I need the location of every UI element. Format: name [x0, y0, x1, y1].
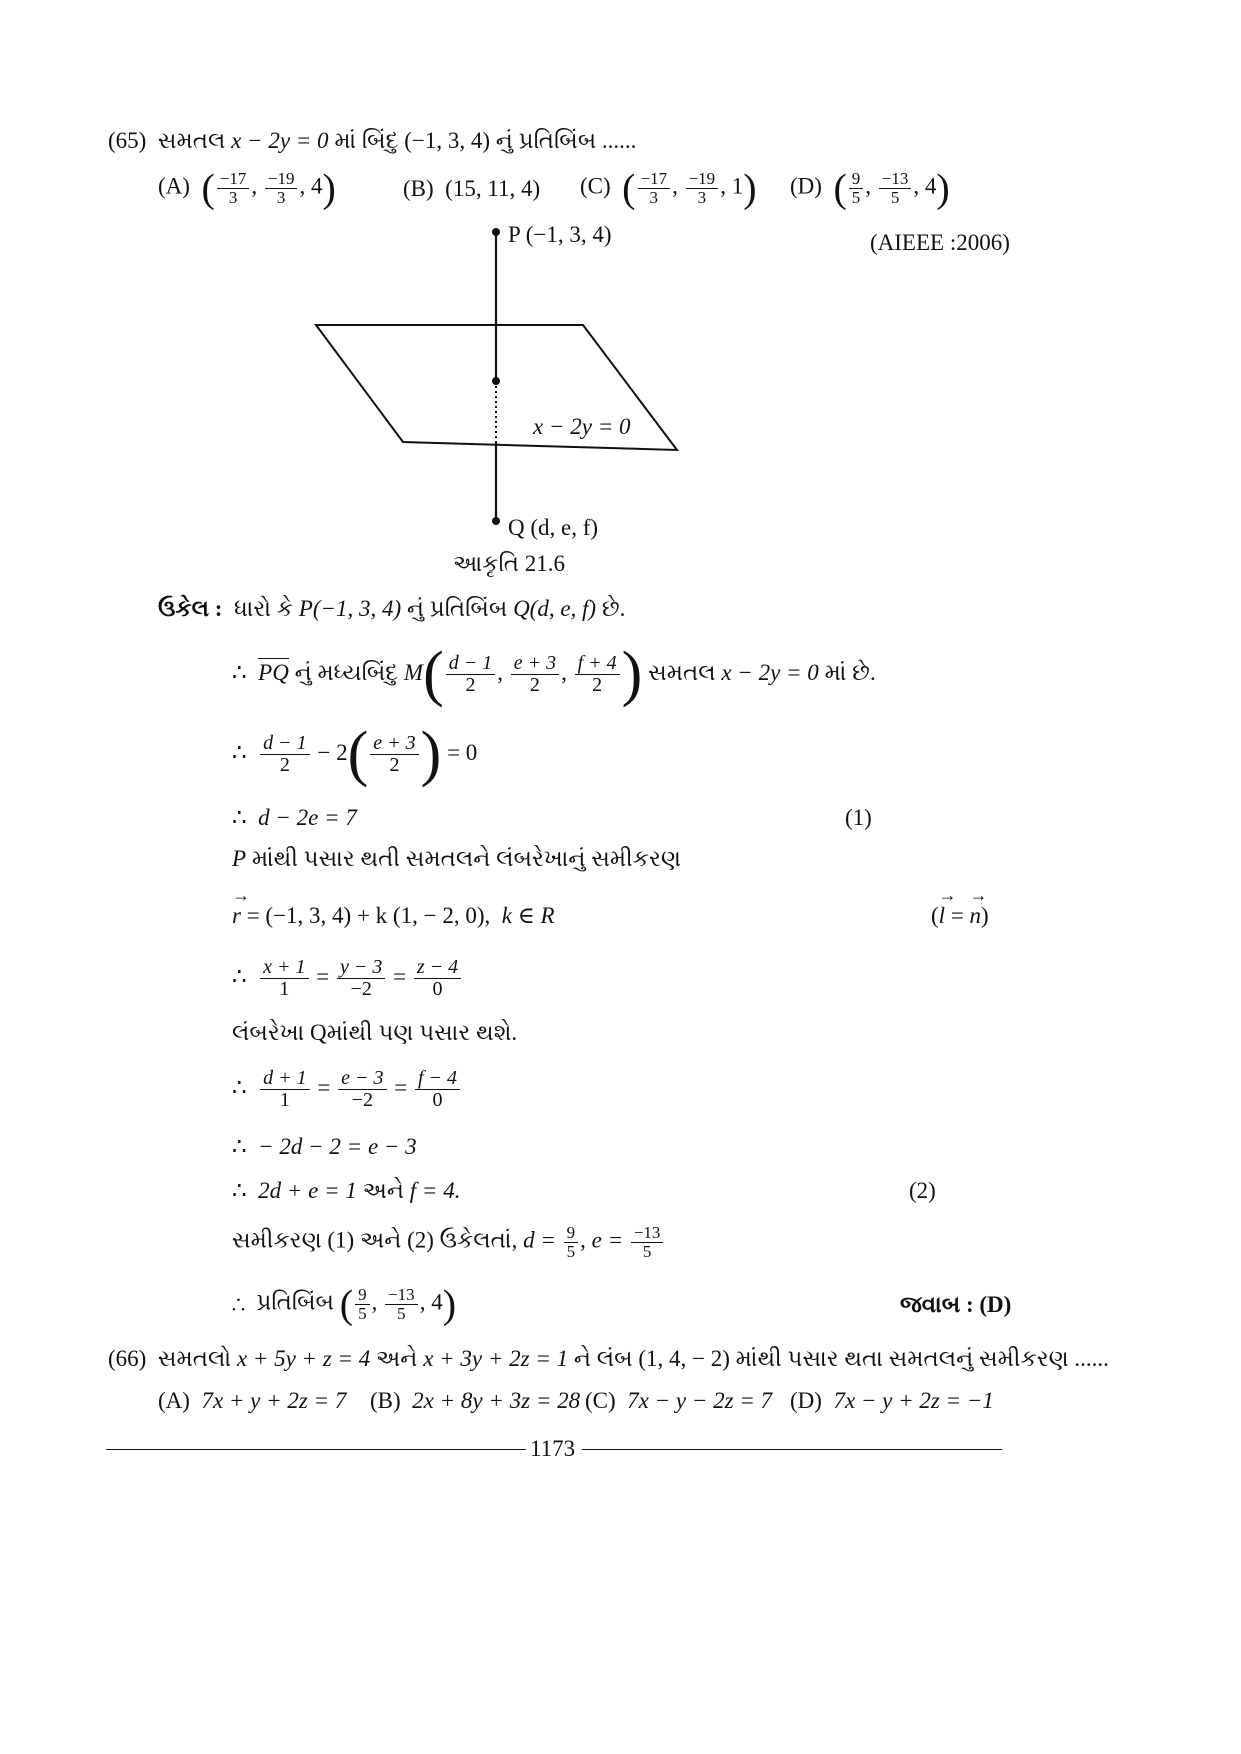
equals: =	[950, 903, 964, 928]
equation: d − 2e = 7	[258, 805, 357, 830]
midpoint-line: ∴ PQ નું મધ્યબિંદુ M( $\frac{d - 1}{2}$ , $\frac{e + 3}{2}$ , $\frac{f + 4}{2}$ ) સમતલ x − 2y = 0 માં છે.	[232, 640, 876, 708]
vector-l: → l	[939, 903, 945, 929]
question-number: (65)	[108, 128, 147, 153]
paren: (	[201, 165, 215, 211]
q66-option-a	[158, 1388, 346, 1414]
vector-tag: (→ l = → n)	[931, 903, 989, 929]
numerator: d − 1	[260, 733, 310, 755]
footer-rule-right	[582, 1449, 1002, 1450]
option-value: 7x − y − 2z = 7	[627, 1388, 773, 1413]
solution-text: માં છે.	[824, 660, 876, 686]
option-label: (D)	[790, 173, 822, 199]
final-image: ∴ પ્રતિબિંબ ( $\frac{9}{5}$ , $\frac{-13}{5}$ , 4)	[232, 1281, 457, 1327]
plane-equation: x − 2y = 0	[721, 660, 819, 686]
question-66	[108, 1346, 1109, 1372]
question-text: સમતલો	[157, 1346, 232, 1371]
denominator: 0	[432, 978, 443, 1000]
plane-label: x − 2y = 0	[533, 414, 631, 439]
option-label: (B)	[370, 1388, 401, 1413]
numerator: −17	[217, 170, 250, 189]
therefore-sign: ∴	[232, 1074, 247, 1100]
q66-option-d	[790, 1388, 994, 1414]
conjunction: અને	[362, 1178, 405, 1203]
parameter: k ∈ R	[501, 903, 555, 928]
paren: (	[339, 1281, 354, 1327]
solution-heading: ઉકેલ :	[158, 596, 223, 621]
fraction	[355, 1286, 370, 1323]
numerator: x + 1	[260, 957, 308, 979]
fraction	[370, 733, 418, 776]
denominator: 2	[279, 754, 290, 777]
point-m	[492, 377, 500, 385]
numerator: z − 4	[414, 957, 461, 979]
equation-tag-1: (1)	[845, 805, 872, 830]
equation: f = 4.	[409, 1178, 461, 1203]
denominator: 3	[228, 187, 238, 207]
denominator: 5	[642, 1241, 652, 1261]
numerator: y − 3	[337, 957, 385, 979]
symmetric-equation-2: ∴ $\frac{d + 1}{1}$ = $\frac{e - 3}{-2}$ = $\frac{f - 4}{0}$	[232, 1068, 462, 1111]
term: − 2	[317, 740, 348, 766]
fraction	[414, 957, 461, 1000]
equation-tag-2: (2)	[909, 1178, 936, 1203]
paren: )	[936, 165, 950, 211]
fraction	[260, 733, 310, 776]
vector-equation	[232, 903, 555, 929]
paren: )	[442, 1281, 457, 1327]
normal-line-text	[232, 846, 681, 872]
equation: = (−1, 3, 4) + k (1, − 2, 0),	[246, 903, 491, 928]
therefore-sign: ∴	[232, 1178, 247, 1203]
paren: (	[833, 165, 847, 211]
q66-option-b	[370, 1388, 580, 1414]
option-c: (C) ( $\frac{-17}{3}$ , $\frac{-19}{3}$ , 1)	[580, 165, 757, 211]
fraction	[631, 1224, 664, 1261]
numerator: 9	[564, 1224, 579, 1243]
fraction	[511, 653, 559, 696]
paren: (	[622, 165, 636, 211]
fraction	[385, 1286, 418, 1323]
numerator: e + 3	[370, 733, 418, 755]
option-value: 7x + y + 2z = 7	[201, 1388, 347, 1413]
denominator: 3	[649, 187, 659, 207]
denominator: 5	[397, 1303, 406, 1323]
question-text: માં બિંદુ	[334, 128, 399, 153]
numerator: 9	[849, 170, 864, 189]
denominator: −2	[351, 1089, 373, 1111]
option-value: (15, 11, 4)	[445, 176, 541, 201]
numerator: −19	[686, 170, 719, 189]
numerator: −13	[631, 1224, 664, 1243]
numerator: 9	[355, 1286, 370, 1305]
fraction	[337, 957, 385, 1000]
page-number: 1173	[530, 1436, 576, 1461]
denominator: 2	[465, 674, 476, 697]
paren: )	[322, 165, 336, 211]
option-label: (C)	[580, 173, 611, 199]
solution-text: નું મધ્યબિંદુ	[294, 660, 399, 686]
point-q	[492, 517, 500, 525]
solution-text: છે.	[601, 596, 626, 621]
plane-equation: x − 2y = 0	[231, 128, 329, 153]
question-text: સમતલ	[157, 128, 226, 153]
option-label: (D)	[790, 1388, 822, 1413]
paren: )	[743, 165, 757, 211]
equation: − 2d − 2 = e − 3	[258, 1134, 417, 1159]
denominator: 5	[566, 1241, 576, 1261]
point-p	[492, 228, 500, 236]
numerator: e + 3	[511, 653, 559, 675]
fraction	[260, 957, 308, 1000]
solution-text: ધારો કે	[233, 596, 294, 621]
denominator: −2	[350, 978, 372, 1000]
numerator: e − 3	[338, 1068, 386, 1090]
solution-text: માંથી પસાર થતી સમતલને લંબરેખાનું સમીકરણ	[251, 846, 681, 871]
point-p: P(−1, 3, 4)	[298, 596, 402, 621]
therefore-sign: ∴	[232, 740, 247, 766]
numerator: −17	[638, 170, 671, 189]
denominator: 2	[529, 674, 540, 697]
paren: )	[621, 640, 643, 708]
paren: )	[420, 720, 442, 788]
midpoint-m: M	[403, 660, 424, 686]
therefore-sign: ∴	[232, 1134, 247, 1159]
vector-r: → r	[232, 903, 241, 929]
paren: (	[347, 720, 369, 788]
equation-midpoint-substitution	[232, 720, 478, 788]
question-text: માંથી પસાર થતા સમતલનું સમીકરણ ......	[735, 1346, 1109, 1371]
point: (−1, 3, 4)	[404, 128, 491, 153]
conjunction: અને	[376, 1346, 418, 1371]
numerator: f − 4	[415, 1068, 460, 1090]
plane-equation: x + 5y + z = 4	[236, 1346, 371, 1371]
numerator: d − 1	[446, 653, 496, 675]
equation-2	[232, 1178, 460, 1204]
footer-rule-left	[106, 1449, 526, 1450]
solve-line: સમીકરણ (1) અને (2) ઉકેલતાં, d = $\frac{9}{5}$ , e = $\frac{-13}{5}$	[232, 1224, 665, 1261]
numerator: −13	[385, 1286, 418, 1305]
plane-equation: x + 3y + 2z = 1	[423, 1346, 569, 1371]
question-number: (66)	[108, 1346, 147, 1371]
variable: d =	[523, 1227, 556, 1253]
option-label: (B)	[403, 176, 434, 201]
equation-1	[232, 805, 357, 831]
numerator: f + 4	[575, 653, 620, 675]
fraction	[446, 653, 496, 696]
denominator: 1	[279, 1089, 290, 1111]
question-text: નું પ્રતિબિંબ ......	[495, 128, 637, 153]
denominator: 3	[276, 187, 286, 207]
solution-text: પ્રતિબિંબ	[256, 1289, 335, 1315]
fraction	[260, 1068, 310, 1111]
vector-n: → n	[970, 903, 982, 929]
fraction	[575, 653, 620, 696]
option-label: (C)	[585, 1388, 616, 1413]
option-label: (A)	[158, 173, 190, 199]
equation: 2d + e = 1	[258, 1178, 357, 1203]
fraction	[415, 1068, 460, 1111]
paren: (	[423, 640, 444, 708]
coordinate: 4	[431, 1289, 443, 1315]
option-value: 2x + 8y + 3z = 28	[412, 1388, 581, 1413]
equation-cross	[232, 1134, 417, 1160]
option-d: (D) ( $\frac{9}{5}$ , $\frac{-13}{5}$ , 4)	[790, 165, 950, 211]
option-a: (A) ( $\frac{-17}{3}$ , $\frac{-19}{3}$ , 4)	[158, 165, 336, 211]
fraction	[338, 1068, 386, 1111]
solution-text: સમીકરણ (1) અને (2) ઉકેલતાં,	[232, 1227, 518, 1253]
denominator: 1	[279, 978, 290, 1000]
point-p: P	[232, 846, 247, 871]
therefore-sign: ∴	[232, 963, 247, 989]
denominator: 5	[851, 187, 861, 207]
option-label: (A)	[158, 1388, 190, 1413]
point-q-label: Q (d, e, f)	[508, 515, 599, 540]
point-p-label: P (−1, 3, 4)	[508, 222, 612, 247]
therefore-sign: ∴	[232, 1289, 245, 1315]
q66-option-c	[585, 1388, 772, 1414]
point: (1, 4, − 2)	[638, 1346, 730, 1371]
question-text: ને લંબ	[573, 1346, 633, 1371]
line-through-q-text: લંબરેખા Qમાંથી પણ પસાર થશે.	[232, 1020, 518, 1045]
source-tag: (AIEEE :2006)	[870, 230, 1010, 255]
numerator: −19	[265, 170, 298, 189]
therefore-sign: ∴	[232, 660, 247, 686]
denominator: 3	[697, 187, 707, 207]
variable: e =	[591, 1227, 624, 1253]
point-q: Q(d, e, f)	[513, 596, 597, 621]
figure-caption: આકૃતિ 21.6	[453, 551, 565, 576]
denominator: 2	[592, 674, 603, 697]
coordinate: 4	[924, 173, 937, 199]
denominator: 2	[389, 754, 400, 777]
option-value: 7x − y + 2z = −1	[833, 1388, 994, 1413]
denominator: 0	[432, 1089, 443, 1111]
answer: જવાબ : (D)	[900, 1292, 1012, 1317]
solution-intro	[158, 596, 625, 622]
denominator: 5	[890, 187, 900, 207]
numerator: d + 1	[260, 1068, 310, 1090]
therefore-sign: ∴	[232, 805, 247, 830]
term: = 0	[447, 740, 478, 766]
denominator: 5	[358, 1303, 367, 1323]
solution-text: સમતલ	[648, 660, 716, 686]
coordinate: 4	[310, 173, 323, 199]
numerator: −13	[879, 170, 912, 189]
figure-diagram	[0, 0, 1241, 620]
symmetric-equation-1: ∴ $\frac{x + 1}{1}$ = $\frac{y - 3}{-2}$ = $\frac{z - 4}{0}$	[232, 957, 463, 1000]
solution-text: નું પ્રતિબિંબ	[406, 596, 508, 621]
fraction	[564, 1224, 579, 1261]
segment-pq: PQ	[258, 660, 289, 686]
coordinate: 1	[731, 173, 744, 199]
